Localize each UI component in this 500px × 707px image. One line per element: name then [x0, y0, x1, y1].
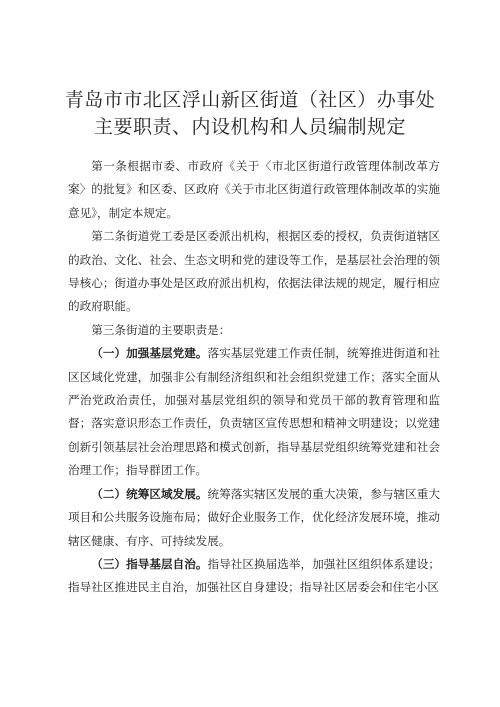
article-3: 第三条街道的主要职责是：: [91, 322, 231, 337]
duty-3-heading: （三）指导基层自治。: [91, 556, 208, 571]
duty-1: [68, 342, 440, 482]
duty-2-text: 统筹落实辖区发展的重大决策，参与辖区重大项目和公共服务设施布局；做好企业服务工作，优化经济发展环境，推动辖区健康、有序、可持续发展。: [68, 486, 440, 548]
document-title-line-1: 青岛市市北区浮山新区街道（社区）办事处: [64, 89, 436, 111]
duty-3-text: 指导社区换届选举，加强社区组织体系建设；指导社区推进民主自治，加强社区自身建设；指导社区居委会和住宅小区: [68, 556, 440, 595]
article-2: 第二条街道党工委是区委派出机构，根据区委的授权，负责街道辖区的政治、文化、社会、生态文明和党的建设等工作，是基层社会治理的领导核心；街道办事处是区政府派出机构，依据法律法规的规定，履行相应的政府职能。: [68, 229, 440, 314]
duty-1-heading: （一）加强基层党建。: [91, 346, 208, 361]
document-title-line-2: 主要职责、内设机构和人员编制规定: [93, 116, 406, 138]
article-1: 第一条根据市委、市政府《关于〈市北区街道行政管理体制改革方案〉的批复》和区委、区政府《关于市北区街道行政管理体制改革的实施意见》，制定本规定。: [68, 159, 440, 220]
duty-1-text: 落实基层党建工作责任制，统筹推进街道和社区区域化党建，加强非公有制经济组织和社会组织党建工作；落实全面从严治党政治责任，加强对基层党组织的领导和党员干部的教育管理和监督；落实意识形态工作责任，负责辖区宣传思想和精神文明建设；以党建创新引领基层社会治理思路和模式创新，指导基层党组织统筹党建和社会治理工作；指导群团工作。: [68, 346, 440, 478]
duty-2: [68, 483, 440, 553]
document-body: [68, 155, 440, 600]
duty-2-heading: （二）统筹区域发展。: [91, 486, 208, 501]
duty-3: [68, 553, 440, 600]
